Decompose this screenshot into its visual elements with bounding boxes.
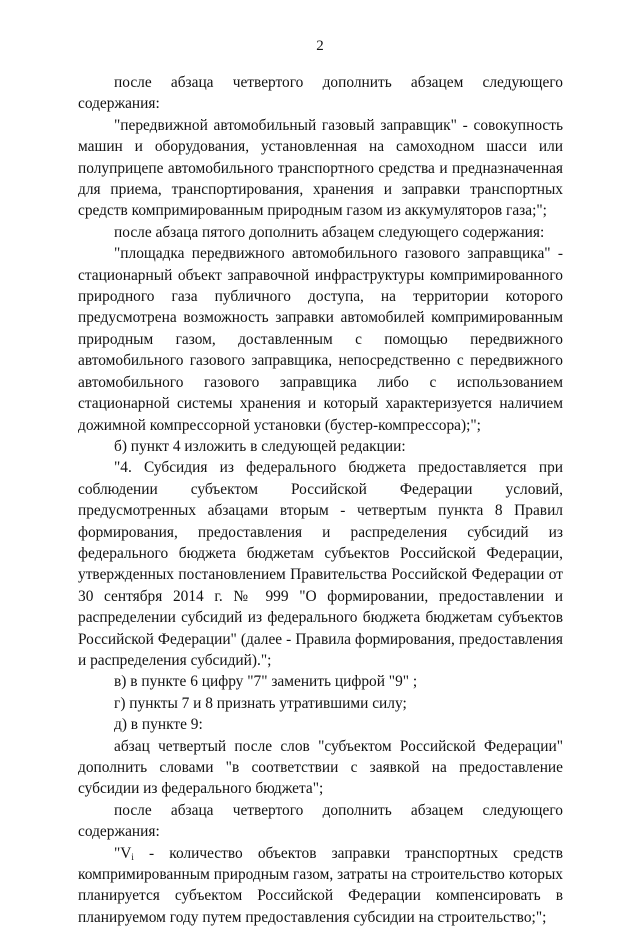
open-quote: " xyxy=(114,844,121,862)
paragraph-item-v: в) в пункте 6 цифру "7" заменить цифрой "9" ; xyxy=(114,673,418,691)
paragraph-definition-mobile-gas-refueller: "передвижной автомобильный газовый заправщик" - совокупность машин и оборудования, установленная на самоходном шасси или полуприцепе автомобильного транспортного средства и предназначенная для приема, транспортирования, хранения и заправки транспортных средств компримированным природным газом из аккумуляторов газа;"; xyxy=(78,116,563,220)
document-body xyxy=(78,72,563,928)
paragraph-insert-after-fourth-2: после абзаца четвертого дополнить абзацем следующего содержания: xyxy=(78,801,563,841)
formula-symbol: V xyxy=(120,844,132,862)
paragraph-definition-refueller-site: "площадка передвижного автомобильного газового заправщика" - стационарный объект заправочной инфраструктуры компримированного природного газа публичного доступа, на территории которого предусмотрена возможность заправки автомобилей компримированным природным газом, доставленным с помощью передвижного автомобильного газового заправщика, непосредственно с передвижного автомобильного газового заправщика либо с использованием стационарной системы хранения и который характеризуется наличием дожимной компрессорной установки (бустер-компрессора);"; xyxy=(78,245,563,434)
page-number: 2 xyxy=(316,38,324,54)
paragraph-insert-after-fifth: после абзаца пятого дополнить абзацем следующего содержания: xyxy=(114,223,545,241)
paragraph-definition-vi xyxy=(78,843,563,928)
paragraph-abzac-fourth-addition: абзац четвертый после слов "субъектом Российской Федерации" дополнить словами "в соответствии с заявкой на предоставление субсидии из федерального бюджета"; xyxy=(78,737,563,798)
paragraph-insert-after-fourth: после абзаца четвертого дополнить абзацем следующего содержания: xyxy=(78,74,563,113)
formula-subscript: i xyxy=(131,851,134,862)
paragraph-item-g: г) пункты 7 и 8 признать утратившими силу; xyxy=(114,694,407,712)
paragraph-item-b: б) пункт 4 изложить в следующей редакции: xyxy=(114,437,406,455)
paragraph-item-d: д) в пункте 9: xyxy=(114,716,203,734)
paragraph-point-4-text: "4. Субсидия из федерального бюджета предоставляется при соблюдении субъектом Российской Федерации условий, предусмотренных абзацами вторым - четвертым пункта 8 Правил формирования, предоставления и распределения субсидий из федерального бюджета бюджетам субъектов Российской Федерации, утвержденных постановлением Правительства Российской Федерации от 30 сентября 2014 г. № 999 "О формировании, предоставлении и распределении субсидий из федерального бюджета бюджетам субъектов Российской Федерации" (далее - Правила формирования, предоставления и распределения субсидий)."; xyxy=(78,459,563,669)
definition-vi-text: - количество объектов заправки транспортных средств компримированным природным газом, затраты на строительство которых планируется субъектом Российской Федерации компенсировать в планируемом году путем предоставления субсидии на строительство;"; xyxy=(78,844,563,926)
